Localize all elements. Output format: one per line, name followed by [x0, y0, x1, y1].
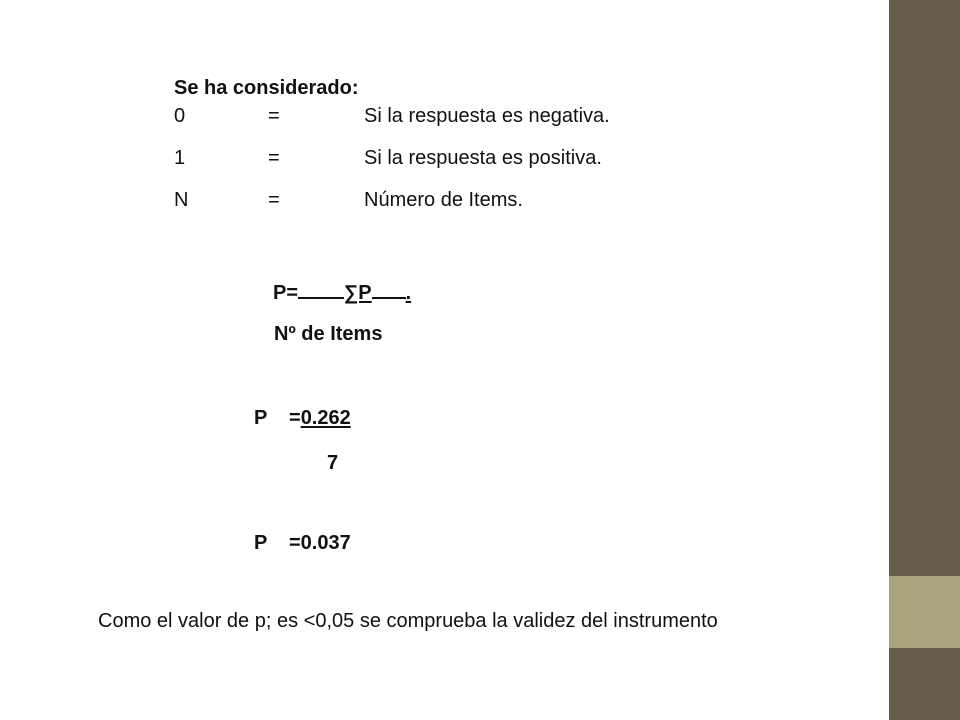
definition-equals: =	[268, 147, 280, 169]
calc1-p: P	[254, 407, 268, 429]
definition-equals: =	[268, 105, 280, 127]
definition-symbol: N	[174, 189, 189, 211]
calc1-denominator: 7	[327, 452, 339, 474]
calc1-expression	[289, 406, 351, 430]
formula-numerator: ∑P	[344, 282, 372, 304]
definition-row	[174, 188, 774, 212]
conclusion-text: Como el valor de p; es <0,05 se comprueba la validez del instrumento	[98, 610, 718, 632]
sidebar-accent-block	[889, 576, 960, 648]
formula-underline	[298, 278, 344, 299]
formula-tail: .	[405, 282, 412, 304]
heading: Se ha considerado:	[174, 77, 359, 99]
definition-symbol: 1	[174, 147, 186, 169]
calc1-equals: =	[289, 407, 301, 429]
definition-description: Si la respuesta es negativa.	[364, 105, 610, 127]
formula-numerator-line	[273, 278, 411, 305]
calc2-p: P	[254, 532, 268, 554]
definition-description: Número de Items.	[364, 189, 523, 211]
definition-symbol: 0	[174, 105, 186, 127]
formula-underline	[372, 278, 406, 299]
definition-row	[174, 104, 774, 128]
calc2-result: =0.037	[289, 532, 351, 554]
formula-denominator: Nº de Items	[274, 323, 383, 345]
definition-row	[174, 146, 774, 170]
formula-lhs: P=	[273, 282, 299, 304]
definition-equals: =	[268, 189, 280, 211]
calc1-numerator: 0.262	[300, 407, 351, 429]
definition-description: Si la respuesta es positiva.	[364, 147, 602, 169]
